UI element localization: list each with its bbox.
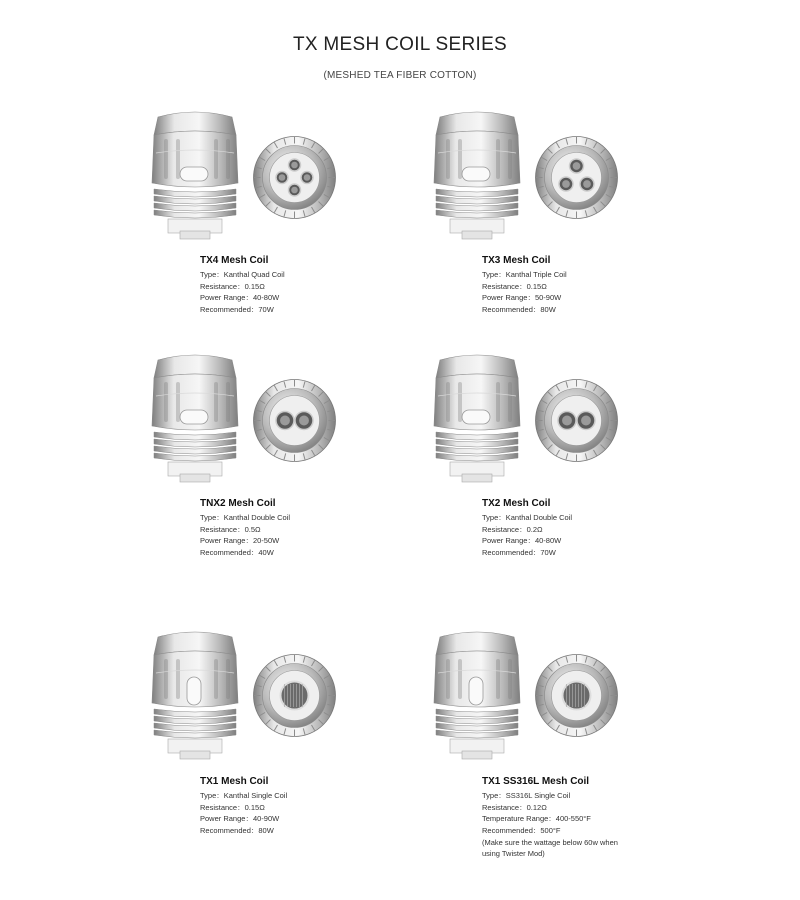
- spec-type: Type：Kanthal Quad Coil: [200, 270, 285, 279]
- usage-note: (Make sure the wattage below 60w when using Twister Mod): [482, 838, 618, 858]
- spec-recommended: Recommended：500°F: [482, 825, 561, 835]
- coil-side-image: [140, 105, 250, 245]
- spec-power-range: Power Range：50-90W: [482, 293, 562, 302]
- spec-resistance: Resistance：0.2Ω: [482, 524, 543, 534]
- spec-resistance: Resistance：0.15Ω: [200, 281, 265, 291]
- spec-type: Type：Kanthal Double Coil: [482, 513, 573, 522]
- coil-side-image: [422, 105, 532, 245]
- product-name: TX1 SS316L Mesh Coil: [482, 776, 590, 787]
- spec-power-range: Power Range：40-80W: [482, 536, 562, 545]
- spec-type: Type：Kanthal Triple Coil: [482, 270, 567, 279]
- product-name: TX3 Mesh Coil: [482, 255, 551, 266]
- coil-top-image: [534, 135, 619, 220]
- spec-resistance: Resistance：0.15Ω: [482, 281, 547, 291]
- coil-top-image: [252, 135, 337, 220]
- spec-type: Type：Kanthal Single Coil: [200, 791, 288, 800]
- coil-side-image: [422, 625, 532, 765]
- coil-side-image: [140, 625, 250, 765]
- spec-recommended: Recommended：70W: [482, 547, 556, 557]
- spec-recommended: Recommended：80W: [200, 825, 274, 835]
- spec-recommended: Recommended：80W: [482, 304, 556, 314]
- coil-side-image: [422, 348, 532, 488]
- page-subtitle: (MESHED TEA FIBER COTTON): [323, 70, 477, 81]
- product-name: TNX2 Mesh Coil: [200, 498, 276, 509]
- product-name: TX2 Mesh Coil: [482, 498, 551, 509]
- product-images: [422, 105, 722, 245]
- product-images: [422, 348, 722, 488]
- spec-type: Type：SS316L Single Coil: [482, 791, 571, 800]
- coil-top-image: [252, 378, 337, 463]
- product-images: [140, 625, 440, 765]
- coil-side-image: [140, 348, 250, 488]
- spec-power-range: Power Range：20-50W: [200, 536, 280, 545]
- page-title: TX MESH COIL SERIES: [292, 34, 508, 55]
- spec-resistance: Resistance：0.12Ω: [482, 802, 547, 812]
- product-images: [422, 625, 722, 765]
- spec-power-range: Power Range：40-90W: [200, 814, 280, 823]
- spec-power-range: Power Range：40-80W: [200, 293, 280, 302]
- spec-resistance: Resistance：0.15Ω: [200, 802, 265, 812]
- spec-recommended: Recommended：70W: [200, 304, 274, 314]
- coil-top-image: [534, 653, 619, 738]
- spec-type: Type：Kanthal Double Coil: [200, 513, 291, 522]
- product-name: TX1 Mesh Coil: [200, 776, 269, 787]
- product-images: [140, 348, 440, 488]
- product-images: [140, 105, 440, 245]
- coil-top-image: [534, 378, 619, 463]
- spec-resistance: Resistance：0.5Ω: [200, 524, 261, 534]
- coil-top-image: [252, 653, 337, 738]
- spec-recommended: Recommended：40W: [200, 547, 274, 557]
- spec-temperature-range: Temperature Range：400-550°F: [482, 814, 591, 823]
- product-name: TX4 Mesh Coil: [200, 255, 269, 266]
